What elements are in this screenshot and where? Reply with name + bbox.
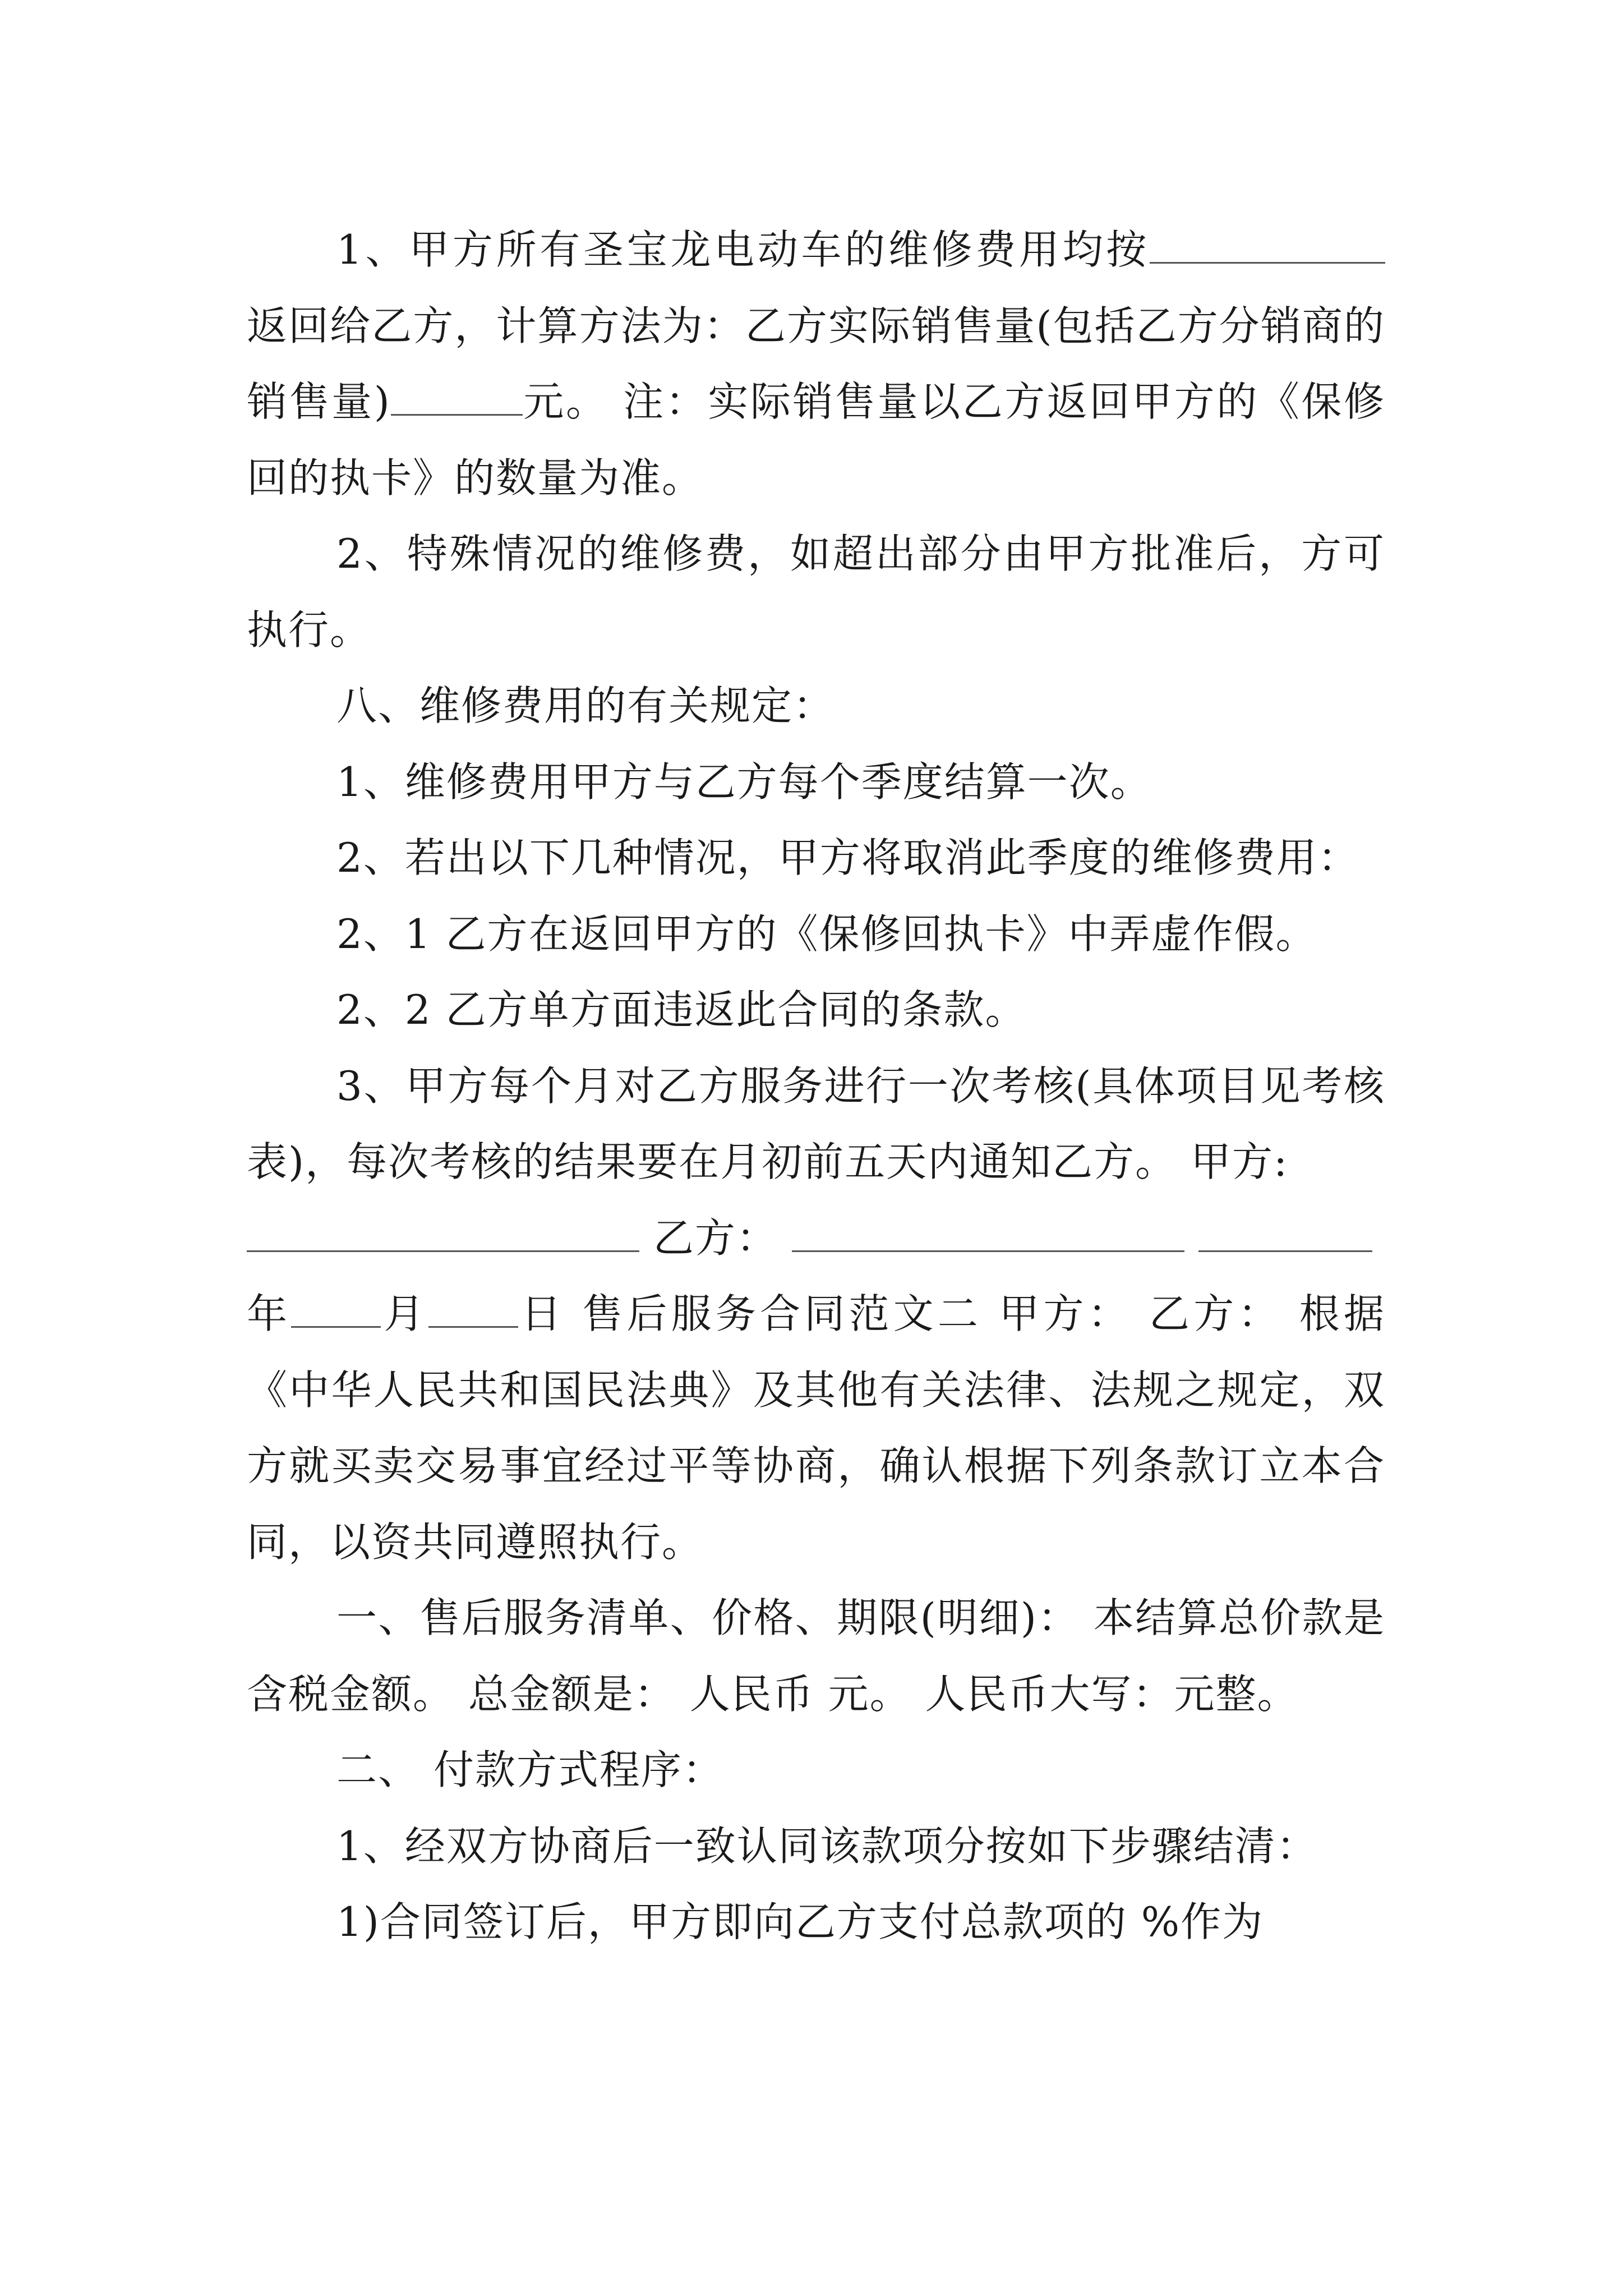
signature-line-party-b (792, 1217, 1184, 1252)
fill-blank (1150, 228, 1385, 264)
date-day-blank (428, 1292, 518, 1328)
paragraph-maintenance-fee (247, 212, 1385, 516)
signature-line-party-a (247, 1217, 639, 1252)
paragraph-special-case: 2、特殊情况的维修费，如超出部分由甲方批准后，方可执行。 (247, 530, 1385, 654)
text-segment: 元。 注：实际销售量以乙方返回甲方的《保修回的执卡》的数量为准。 (247, 378, 1385, 501)
paragraph-first-payment: 1)合同签订后，甲方即向乙方支付总款项的 %作为 (336, 1898, 1264, 1945)
paragraph-fraud-clause: 2、1 乙方在返回甲方的《保修回执卡》中弄虚作假。 (336, 910, 1317, 958)
section-heading-eight: 八、维修费用的有关规定： (336, 682, 835, 729)
document-body (247, 212, 1385, 1961)
text-segment: 3、甲方每个月对乙方服务进行一次考核(具体项目见考核表)，每次考核的结果要在月初前五天内通知乙方。 甲方: (247, 1062, 1385, 1185)
paragraph-breach-clause: 2、2 乙方单方面违返此合同的条款。 (336, 986, 1027, 1033)
paragraph-assessment-and-signature (247, 1048, 1385, 1581)
date-year-blank (1198, 1217, 1372, 1252)
text-segment: 年 (247, 1290, 292, 1337)
text-segment: 1、甲方所有圣宝龙电动车的维修费用均按 (336, 226, 1150, 273)
paragraph-payment-steps: 1、经双方协商后一致认同该款项分按如下步骤结清： (336, 1822, 1318, 1870)
text-segment: 返回给乙方，计算方法为：乙方实际销售量(包括乙方分销商的销售量) (247, 302, 1385, 425)
text-segment: 日 售后服务合同范文二 甲方： 乙方： 根据《中华人民共和国民法典》及其他有关法律、法规之规定，双方就买卖交易事宜经过平等协商，确认根据下列条款订立本合同，以资共同遵照执行。 (247, 1290, 1385, 1566)
date-month-blank (291, 1292, 381, 1328)
text-segment: 乙方： (639, 1214, 792, 1262)
section-heading-payment: 二、 付款方式程序： (336, 1746, 724, 1793)
paragraph-cancel-conditions: 2、若出以下几种情况，甲方将取消此季度的维修费用： (336, 834, 1359, 881)
paragraph-service-list: 一、售后服务清单、价格、期限(明细)： 本结算总价款是含税金额。 总金额是： 人民币 元。 人民币大写：元整。 (247, 1594, 1385, 1718)
paragraph-quarterly-settlement: 1、维修费用甲方与乙方每个季度结算一次。 (336, 758, 1152, 806)
text-segment: 月 (381, 1290, 428, 1337)
fill-blank (391, 380, 523, 416)
text-segment (1184, 1214, 1198, 1262)
